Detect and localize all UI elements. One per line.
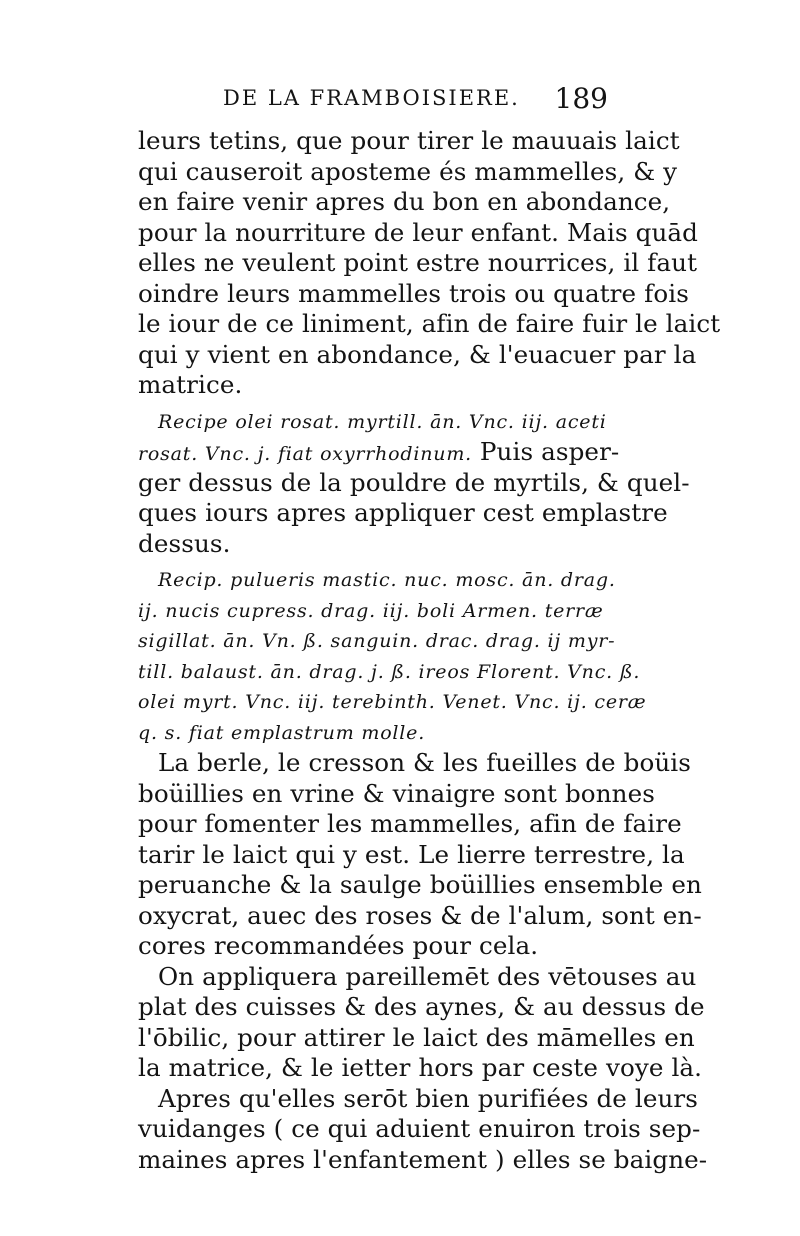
text-line: cores recommandées pour cela.: [138, 931, 539, 960]
text-line: pour la nourriture de leur enfant. Mais quād: [138, 217, 699, 247]
text-line: leurs tetins, que pour tirer le mauuais laict: [138, 126, 680, 155]
text-line: l'ōbilic, pour attirer le laict des māmelles en: [138, 1022, 695, 1052]
paragraph-2: [138, 748, 702, 962]
recipe-line: rosat. Vnc. j. fiat oxyrrhodinum.: [138, 443, 472, 465]
text-line: maines apres l'enfantement ) elles se baigne-: [138, 1144, 708, 1174]
text-line: pour fomenter les mammelles, afin de faire: [138, 809, 682, 838]
recipe-line: Recipe olei rosat. myrtill. ān. Vnc. iij. aceti: [158, 410, 607, 433]
text-line: la matrice, & le ietter hors par ceste voye là.: [138, 1053, 703, 1082]
book-page: [138, 82, 721, 1175]
text-line: vuidanges ( ce qui aduient enuiron trois sep-: [138, 1114, 701, 1143]
mixed-line: [138, 437, 620, 468]
recipe-2: [138, 565, 647, 748]
text-line: Apres qu'elles serōt bien purifiées de leurs: [158, 1083, 699, 1113]
text-line: ques iours apres appliquer cest emplastre: [138, 498, 668, 527]
text-line: La berle, le cresson & les fueilles de boüis: [158, 748, 691, 777]
text-segment: Puis asper-: [479, 437, 620, 466]
page-number: 189: [554, 82, 608, 115]
paragraph-3: [138, 961, 705, 1084]
recipe-line: sigillat. ān. Vn. ß. sanguin. drac. drag. ij myr-: [138, 630, 616, 652]
recipe-line: olei myrt. Vnc. iij. terebinth. Venet. Vnc. ij. ceræ: [138, 691, 647, 713]
recipe-1: [138, 407, 690, 560]
text-line: boüillies en vrine & vinaigre sont bonnes: [138, 778, 655, 808]
recipe-line: Recip. pulueris mastic. nuc. mosc. ān. drag.: [158, 569, 616, 591]
recipe-line: till. balaust. ān. drag. j. ß. ireos Florent. Vnc. ß.: [138, 660, 641, 683]
paragraph-4: [138, 1083, 708, 1176]
text-line: On appliquera pareillemēt des vētouses au: [158, 961, 697, 991]
text-line: oxycrat, auec des roses & de l'alum, sont en-: [138, 900, 702, 930]
text-line: qui y vient en abondance, & l'euacuer par la: [138, 339, 697, 369]
text-line: oindre leurs mammelles trois ou quatre fois: [138, 278, 689, 308]
page-header: [138, 82, 608, 126]
text-line: matrice.: [138, 370, 243, 399]
text-line: qui causeroit aposteme és mammelles, & y: [138, 156, 678, 186]
text-line: ger dessus de la pouldre de myrtils, & quel-: [138, 467, 690, 497]
text-line: en faire venir apres du bon en abondance,: [138, 187, 671, 216]
recipe-line: ij. nucis cupress. drag. iij. boli Armen. terræ: [138, 599, 604, 622]
text-line: elles ne veulent point estre nourrices, il faut: [138, 248, 698, 277]
text-segment: [472, 437, 480, 466]
text-line: tarir le laict qui y est. Le lierre terrestre, la: [138, 839, 685, 869]
text-line: peruanche & la saulge boüillies ensemble en: [138, 870, 702, 899]
recipe-line: q. s. fiat emplastrum molle.: [138, 721, 426, 744]
running-head: DE LA FRAMBOISIERE.: [223, 86, 520, 110]
text-line: dessus.: [138, 528, 231, 558]
text-line: le iour de ce liniment, afin de faire fuir le laict: [138, 309, 721, 338]
paragraph-1: [138, 126, 721, 401]
text-line: plat des cuisses & des aynes, & au dessus de: [138, 992, 705, 1021]
